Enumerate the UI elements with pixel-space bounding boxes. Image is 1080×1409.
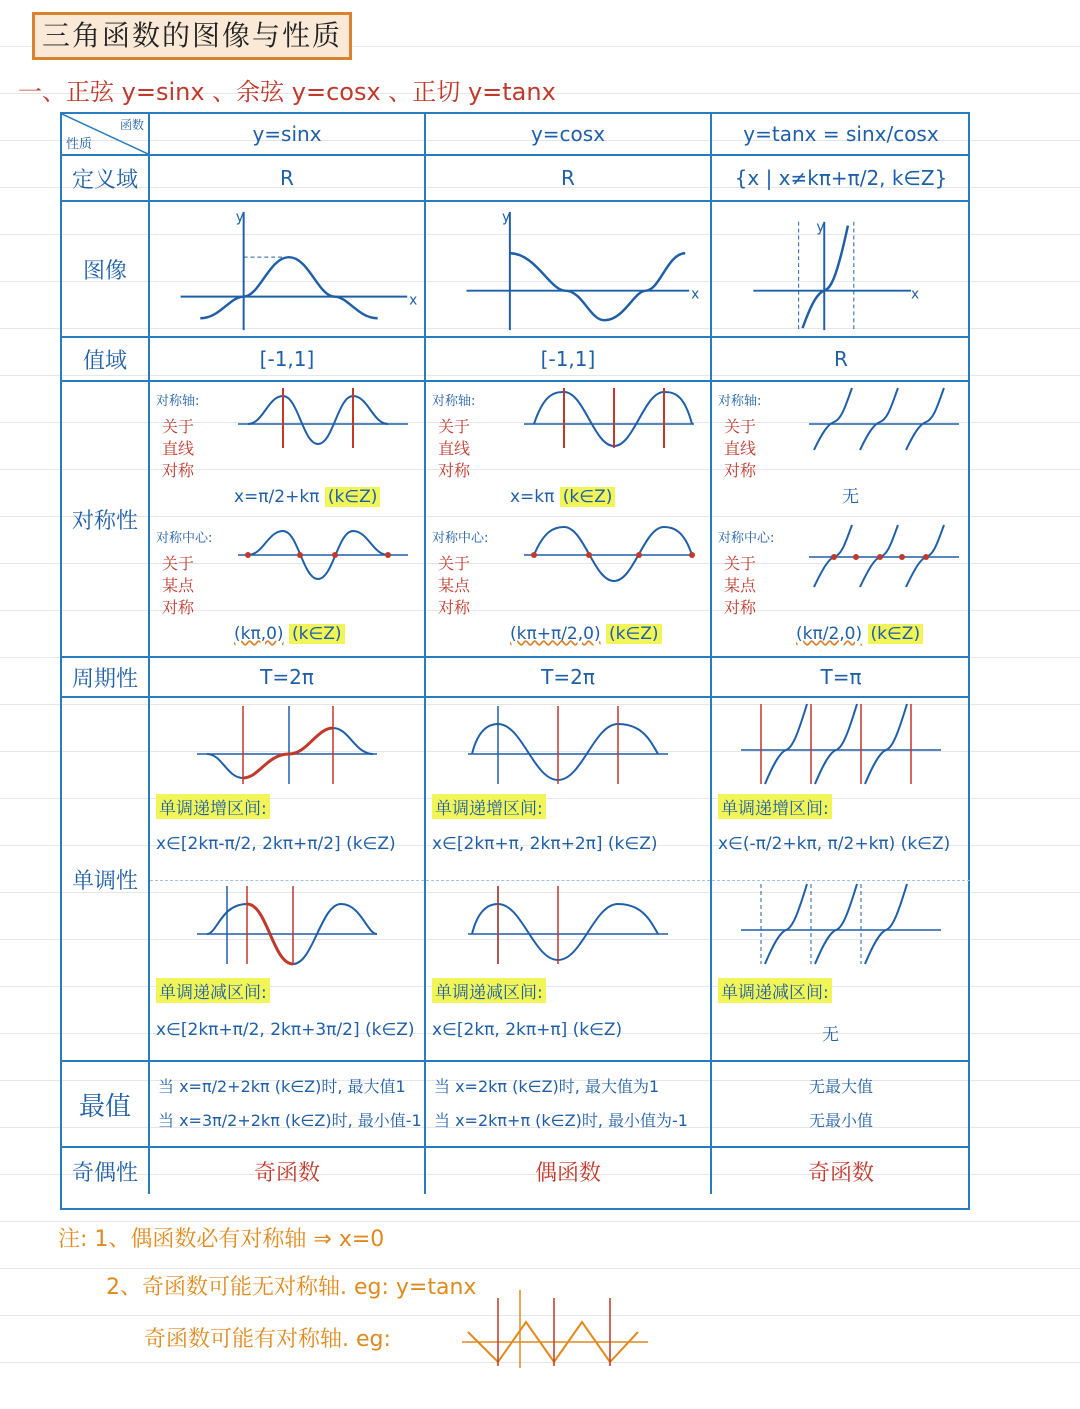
increase-interval: x∈[2kπ-π/2, 2kπ+π/2] (k∈Z) [156,834,396,854]
center-note-line: 对称 [724,598,757,617]
header-sin: y=sinx [150,114,426,156]
center-note-line: 某点 [438,576,471,595]
svg-text:y: y [235,209,244,226]
center-value: (kπ/2,0) [796,624,863,644]
center-note-line: 对称 [162,598,195,617]
center-condition: (k∈Z) [606,624,662,644]
note-2: 2、奇函数可能无对称轴. eg: y=tanx [106,1275,477,1300]
axis-note-line: 对称 [162,461,195,480]
axis-note-line: 关于 [438,417,471,436]
symmetry-cos [426,382,712,658]
axis-note-line: 对称 [438,461,471,480]
sin-min-text: 当 x=3π/2+2kπ (k∈Z)时, 最小值-1 [158,1111,422,1130]
axis-label: 对称轴: [156,394,200,409]
sin-center-block [150,519,424,656]
tan-center-block [712,519,970,656]
graph-sin [150,202,426,338]
decrease-label: 单调递减区间: [718,978,832,1003]
center-note-line: 关于 [162,554,195,573]
cos-center-block [426,519,710,656]
range-sin: [-1,1] [150,338,426,382]
center-equation [796,624,923,644]
center-value: (kπ,0) [234,624,284,644]
corner-top-label: 函数 [119,118,144,132]
axis-note-line: 直线 [162,439,195,458]
symmetry-sin [150,382,426,658]
center-equation [510,624,662,644]
axis-condition: (k∈Z) [325,487,381,507]
note-3: 奇函数可能有对称轴. eg: [144,1327,391,1352]
note-example-graph [462,1288,652,1368]
axis-note-line: 直线 [724,439,757,458]
center-condition: (k∈Z) [289,624,345,644]
increase-interval: x∈(-π/2+kπ, π/2+kπ) (k∈Z) [718,834,951,854]
center-note-line: 某点 [162,576,195,595]
cos-axis-block [426,382,710,519]
row-label-period: 周期性 [62,658,150,698]
row-label-range: 值域 [62,338,150,382]
tan-center-graph [804,521,964,589]
center-equation [234,624,345,644]
decrease-label: 单调递减区间: [156,978,270,1003]
tan-axis-graph [804,384,964,452]
parity-tan: 奇函数 [807,1160,874,1186]
header-tan: y=tanx = sinx/cosx [712,114,970,156]
parity-sin: 奇函数 [150,1148,426,1194]
svg-text:y: y [816,219,825,236]
axis-equation [234,487,380,507]
section-subtitle: 一、正弦 y=sinx 、余弦 y=cosx 、正切 y=tanx [18,78,556,106]
sin-increase-graph [177,700,397,786]
cos-increase-graph [458,700,678,786]
decrease-label: 单调递减区间: [432,978,546,1003]
period-tan: T=π [712,658,970,698]
tan-min-text: 无最小值 [808,1111,873,1130]
increase-label: 单调递增区间: [156,794,270,819]
properties-table [60,112,970,1210]
table-corner [62,114,150,156]
axis-note [162,416,194,482]
symmetry-tan [712,382,970,658]
center-note [162,553,194,619]
increase-label: 单调递增区间: [432,794,546,819]
page-title: 三角函数的图像与性质 [32,12,352,60]
svg-text:x: x [910,286,920,303]
period-cos: T=2π [426,658,712,698]
sin-center-graph [228,521,418,589]
svg-text:x: x [409,292,418,309]
axis-equation [842,482,859,507]
axis-note-line: 关于 [162,417,195,436]
center-note [724,553,756,619]
monotonic-sin [150,698,426,1062]
axis-condition: (k∈Z) [560,487,616,507]
axis-note [724,416,756,482]
axis-equation [510,487,615,507]
center-condition: (k∈Z) [868,624,924,644]
center-note-line: 关于 [724,554,757,573]
range-cos: [-1,1] [426,338,712,382]
tan-decrease-graph [731,880,951,966]
axis-note [438,416,470,482]
cos-min-text: 当 x=2kπ+π (k∈Z)时, 最小值为-1 [434,1111,688,1130]
axis-note-line: 对称 [724,461,757,480]
extreme-cos [426,1062,712,1148]
center-label: 对称中心: [718,531,775,546]
decrease-interval: x∈[2kπ, 2kπ+π] (k∈Z) [432,1020,623,1040]
extreme-sin [150,1062,426,1148]
increase-label: 单调递增区间: [718,794,832,819]
sin-max-text: 当 x=π/2+2kπ (k∈Z)时, 最大值1 [158,1077,406,1096]
row-label-graph: 图像 [62,202,150,338]
decrease-interval: 无 [822,1025,839,1045]
sin-graph [150,202,424,336]
increase-interval: x∈[2kπ+π, 2kπ+2π] (k∈Z) [432,834,658,854]
sin-axis-block [150,382,424,519]
axis-label: 对称轴: [718,394,762,409]
monotonic-cos [426,698,712,1062]
row-label-parity: 奇偶性 [62,1148,150,1194]
extreme-tan [712,1062,970,1148]
parity-cos: 偶函数 [426,1148,712,1194]
domain-sin: R [150,156,426,202]
tan-axis-block [712,382,970,519]
sin-decrease-graph [177,880,397,966]
axis-note-line: 关于 [724,417,757,436]
range-tan: R [712,338,970,382]
cos-axis-graph [514,384,704,452]
cos-center-graph [514,521,704,589]
center-note [438,553,470,619]
cos-max-text: 当 x=2kπ (k∈Z)时, 最大值为1 [434,1077,660,1096]
monotonic-tan [712,698,970,1062]
center-value: (kπ+π/2,0) [510,624,601,644]
cos-decrease-graph [458,880,678,966]
header-cos: y=cosx [426,114,712,156]
cos-graph [426,202,710,336]
center-note-line: 关于 [438,554,471,573]
domain-tan: {x | x≠kπ+π/2, k∈Z} [712,156,970,202]
decrease-interval: x∈[2kπ+π/2, 2kπ+3π/2] (k∈Z) [156,1020,415,1040]
sin-axis-graph [228,384,418,452]
row-label-symmetry: 对称性 [62,382,150,658]
tan-max-text: 无最大值 [808,1077,873,1096]
corner-bottom-label: 性质 [66,137,93,152]
graph-tan [712,202,970,338]
note-1: 注: 1、偶函数必有对称轴 ⇒ x=0 [58,1227,385,1252]
svg-text:y: y [501,209,511,226]
domain-cos: R [426,156,712,202]
tan-increase-graph [731,700,951,786]
axis-note-line: 直线 [438,439,471,458]
graph-cos [426,202,712,338]
axis-value: x=kπ [510,487,555,507]
center-label: 对称中心: [432,531,489,546]
row-label-monotonic: 单调性 [62,698,150,1062]
axis-value: x=π/2+kπ [234,487,320,507]
period-sin: T=2π [150,658,426,698]
row-label-extreme: 最值 [62,1062,150,1148]
center-label: 对称中心: [156,531,213,546]
axis-label: 对称轴: [432,394,476,409]
center-note-line: 某点 [724,576,757,595]
axis-value: 无 [842,487,859,507]
tan-graph [712,202,970,336]
row-label-domain: 定义域 [62,156,150,202]
center-note-line: 对称 [438,598,471,617]
svg-text:x: x [691,286,700,303]
